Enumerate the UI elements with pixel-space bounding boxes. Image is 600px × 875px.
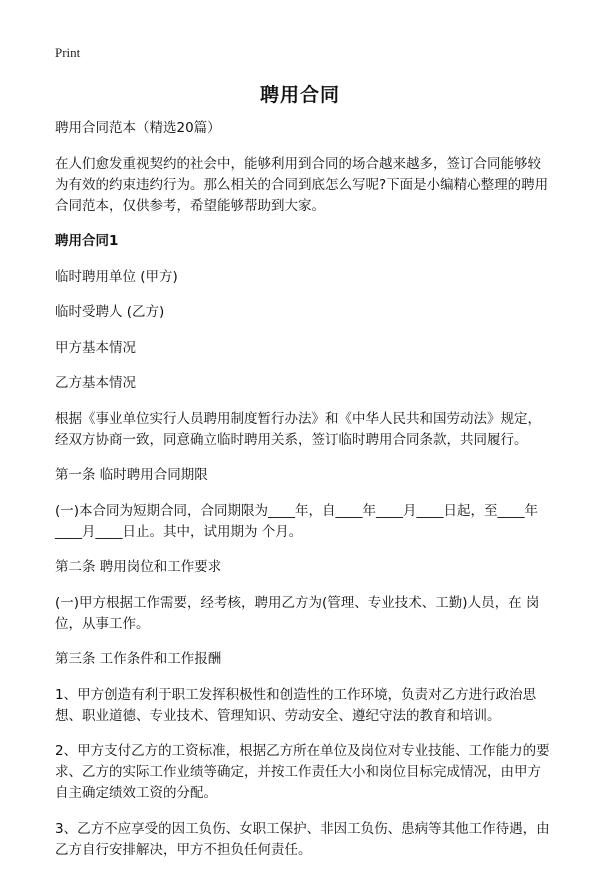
article-3-item-1: 1、甲方创造有利于职工发挥积极性和创造性的工作环境，负责对乙方进行政治思想、职业道德、专业技术、管理知识、劳动安全、遵纪守法的教育和培训。 bbox=[55, 686, 537, 724]
legal-basis-paragraph: 根据《事业单位实行人员聘用制度暂行办法》和《中华人民共和国劳动法》规定，经双方协商一致，同意确立临时聘用关系，签订临时聘用合同条款，共同履行。 bbox=[55, 410, 541, 448]
print-link[interactable]: Print bbox=[55, 45, 81, 60]
employer-line: 临时聘用单位 (甲方) bbox=[55, 268, 178, 285]
employee-line: 临时受聘人 (乙方) bbox=[55, 304, 165, 320]
article-1-heading: 第一条 临时聘用合同期限 bbox=[55, 467, 208, 483]
subtitle: 聘用合同范本（精选20篇） bbox=[55, 120, 221, 136]
article-3-item-2: 2、甲方支付乙方的工资标准，根据乙方所在单位及岗位对专业技能、工作能力的要求、乙方的实际工作业绩等确定，并按工作责任大小和岗位目标完成情况，由甲方自主确定绩效工资的分配。 bbox=[55, 743, 550, 801]
article-3-item-3: 3、乙方不应享受的因工负伤、女职工保护、非因工负伤、患病等其他工作待遇，由乙方自行安排解决，甲方不担负任何责任。 bbox=[55, 820, 550, 858]
party-a-info: 甲方基本情况 bbox=[55, 339, 136, 356]
article-2-heading: 第二条 聘用岗位和工作要求 bbox=[55, 559, 222, 575]
article-1-clause: (一)本合同为短期合同，合同期限为____年，自____年____月____日起，至____年____月____日止。其中，试用期为 个月。 bbox=[55, 502, 539, 540]
party-b-info: 乙方基本情况 bbox=[55, 375, 136, 391]
section-heading-contract-1: 聘用合同1 bbox=[55, 233, 119, 249]
document-title: 聘用合同 bbox=[259, 84, 340, 106]
intro-paragraph: 在人们愈发重视契约的社会中，能够利用到合同的场合越来越多，签订合同能够较为有效的约束违约行为。那么相关的合同到底怎么写呢?下面是小编精心整理的聘用合同范本，仅供参考，希望能够帮助到大家。 bbox=[55, 155, 549, 214]
article-3-heading: 第三条 工作条件和工作报酬 bbox=[55, 651, 222, 667]
article-2-clause: (一)甲方根据工作需要，经考核，聘用乙方为(管理、专业技术、工勤)人员，在 岗位，从事工作。 bbox=[55, 594, 540, 632]
document-body bbox=[55, 118, 550, 875]
